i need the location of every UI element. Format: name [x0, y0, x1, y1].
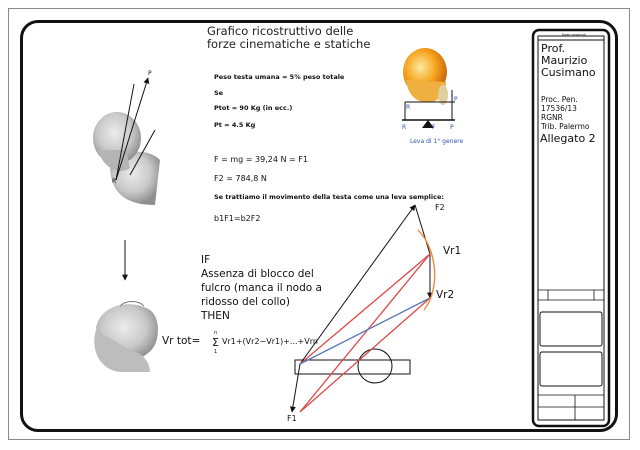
formula-force-eq: F = mg = 39,24 N = F1 [214, 155, 308, 164]
title-block [533, 30, 609, 426]
fulcrum-circle [358, 349, 392, 383]
label-f1: F1 [287, 414, 297, 423]
title-block-author-2: Maurizio [541, 54, 588, 67]
condition-line1: Assenza di blocco del [201, 268, 314, 280]
formula-lever-equation: b1F1=b2F2 [214, 214, 261, 223]
lever-label-p: P [450, 124, 454, 131]
formula-head-weight: Peso testa umana = 5% peso totale [214, 73, 345, 81]
head-label-p: P [148, 70, 152, 77]
tilted-head-figure [94, 302, 158, 373]
condition-if: IF [201, 254, 211, 266]
red-line-2 [300, 298, 430, 412]
bowed-head-figure [93, 78, 160, 205]
lever-label-f: F [432, 124, 436, 131]
vr-formula-left: Vr tot= [162, 335, 201, 347]
formula-pt: Pt = 4.5 Kg [214, 121, 256, 129]
sum-symbol: Σ [212, 336, 219, 349]
condition-then: THEN [201, 310, 230, 322]
lever-label-p-top: P [454, 96, 458, 103]
condition-line3: ridosso del collo) [201, 296, 290, 308]
title-block-header: Note generali [562, 33, 586, 37]
vector-f1 [292, 364, 300, 412]
condition-line2: fulcro (manca il nodo a [201, 282, 322, 294]
title-block-proc-1: Proc. Pen. [541, 95, 578, 104]
head-label-r: R [112, 178, 117, 185]
title-block-author-1: Prof. [541, 42, 566, 55]
vector-diagram [292, 205, 435, 412]
sum-lower-limit: 1 [214, 349, 218, 355]
formula-if: Se [214, 89, 224, 97]
title-block-author-3: Cusimano [541, 66, 596, 79]
lever-bar [295, 360, 410, 374]
red-line-1 [300, 254, 430, 412]
title-block-proc-2: 17536/13 [541, 104, 577, 113]
lever-label-r-top: R [406, 104, 411, 111]
diagram-title-line1: Grafico ricostruttivo delle [207, 24, 354, 38]
title-block-proc-3: RGNR [541, 113, 563, 122]
orange-arc [418, 230, 435, 310]
red-line-3 [300, 254, 430, 364]
skull-lever-figure [402, 48, 455, 128]
label-vr1: Vr1 [443, 245, 462, 257]
formula-ptot: Ptot = 90 Kg (in ecc.) [214, 104, 293, 112]
blue-line [300, 298, 430, 364]
lever-caption: Leva di 1° genere [410, 138, 464, 145]
label-f2: F2 [435, 203, 445, 212]
title-block-allegato: Allegato 2 [540, 132, 596, 145]
diagram-title-line2: forze cinematiche e statiche [207, 37, 371, 51]
sum-upper-limit: n [214, 330, 218, 336]
formula-lever-note: Se trattiamo il movimento della testa come una leva semplice: [214, 193, 444, 201]
label-vr2: Vr2 [436, 289, 455, 301]
formula-f2-eq: F2 = 784,8 N [214, 174, 267, 183]
lever-label-r: R [402, 124, 407, 131]
vr-formula-right: Vr1+(Vr2−Vr1)+...+Vrn [222, 337, 318, 346]
title-block-proc-4: Trib. Palermo [541, 122, 590, 131]
